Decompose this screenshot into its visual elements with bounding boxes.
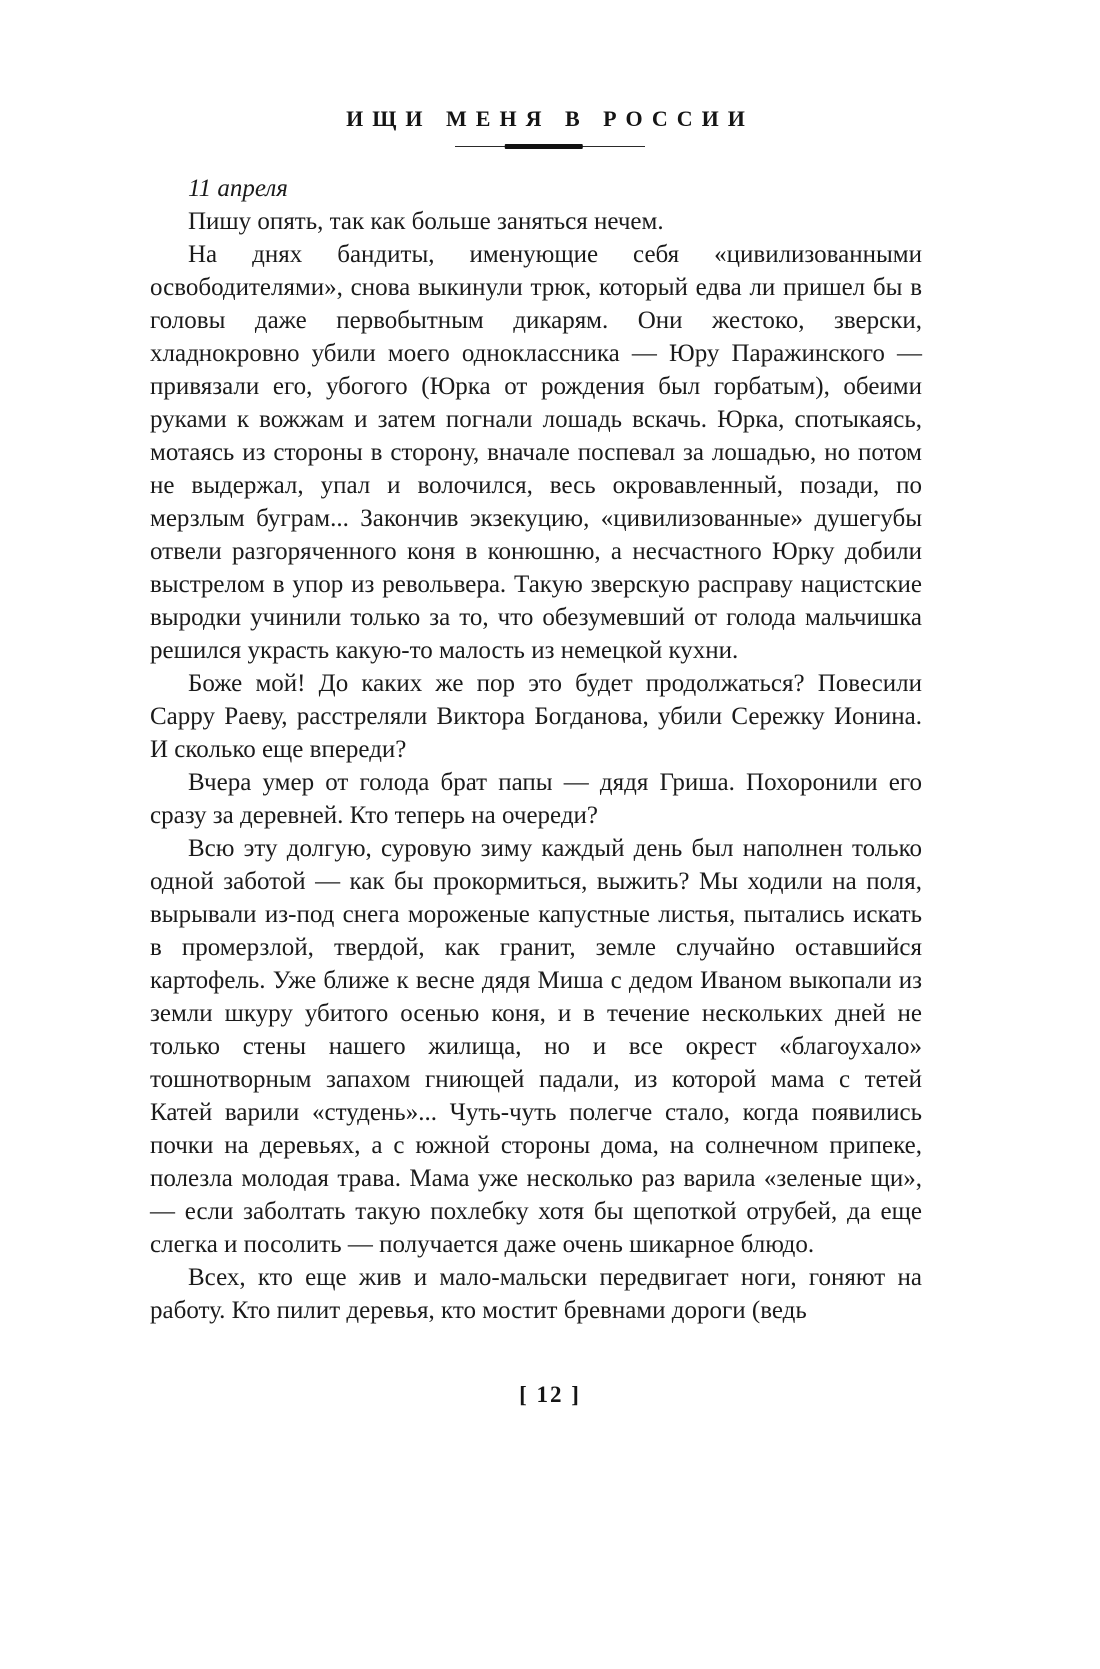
date-heading: 11 апреля	[188, 175, 288, 202]
paragraph: На днях бандиты, именующие себя «цивилизованными освободителями», снова выкинули трюк, который едва ли пришел бы в головы даже первобытным дикарям. Они жестоко, зверски, хладнокровно убили моего одноклассника — Юру Паражинского — привязали его, убогого (Юрка от рождения был горбатым), обеими руками к вожжам и затем погнали лошадь вскачь. Юрка, спотыкаясь, мотаясь из стороны в сторону, вначале поспевал за лошадью, но потом не выдержал, упал и волочился, весь окровавленный, позади, по мерзлым буграм... Закончив экзекуцию, «цивилизованные» душегубы отвели разгоряченного коня в конюшню, а несчастного Юрку добили выстрелом в упор из револьвера. Такую зверскую расправу нацистские выродки учинили только за то, что обезумевший от голода мальчишка решился украсть какую-то малость из немецкой кухни.	[150, 241, 922, 664]
paragraph: Вчера умер от голода брат папы — дядя Гриша. Похоронили его сразу за деревней. Кто теперь на очереди?	[150, 769, 922, 829]
divider-thick-bar	[505, 144, 583, 149]
text-block	[150, 172, 922, 1327]
page-title: ИЩИ МЕНЯ В РОССИИ	[346, 106, 754, 131]
page-footer	[0, 1382, 1100, 1408]
body-paragraphs	[150, 205, 922, 1327]
page-number: [ 12 ]	[519, 1382, 581, 1407]
running-head	[0, 0, 1100, 150]
paragraph: Всех, кто еще жив и мало-мальски передвигает ноги, гоняют на работу. Кто пилит деревья, кто мостит бревнами дороги (ведь	[150, 1264, 922, 1324]
paragraph: Пишу опять, так как больше заняться нечем.	[188, 208, 664, 235]
paragraph: Всю эту долгую, суровую зиму каждый день был наполнен только одной заботой — как бы прокормиться, выжить? Мы ходили на поля, вырывали из-под снега мороженые капустные листья, пытались искать в промерзлой, твердой, как гранит, земле случайно оставшийся картофель. Уже ближе к весне дядя Миша с дедом Иваном выкопали из земли шкуру убитого осенью коня, и в течение нескольких дней не только стены нашего жилища, но и все окрест «благоухало» тошнотворным запахом гниющей падали, из которой мама с тетей Катей варили «студень»... Чуть-чуть полегче стало, когда появились почки на деревьях, а с южной стороны дома, на солнечном припеке, полезла молодая трава. Мама уже несколько раз варила «зеленые щи», — если заболтать такую похлебку хотя бы щепоткой отрубей, да еще слегка и посолить — получается даже очень шикарное блюдо.	[150, 835, 922, 1258]
title-divider-ornament	[455, 144, 645, 150]
paragraph: Боже мой! До каких же пор это будет продолжаться? Повесили Сарру Раеву, расстреляли Виктора Богданова, убили Сережку Ионина. И сколько еще впереди?	[150, 670, 922, 763]
